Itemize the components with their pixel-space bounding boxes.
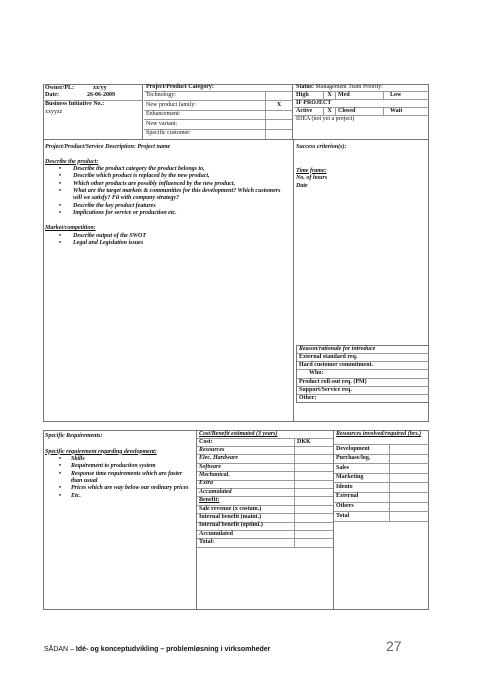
- resource-row: [334, 493, 429, 503]
- cost-row-value: [295, 539, 333, 546]
- cost-row-value: [295, 489, 333, 496]
- business-initiative-value: xxyyzz: [45, 109, 63, 115]
- category-row: [144, 120, 292, 129]
- resource-row-label: Idento: [334, 483, 390, 492]
- reason-item: Other:: [299, 394, 317, 401]
- resource-row-value: [390, 474, 429, 483]
- priority-row: [294, 92, 429, 100]
- category-mark: [266, 92, 292, 100]
- resource-row-value: [390, 503, 429, 512]
- bullet-icon: •: [59, 166, 62, 173]
- cost-row-value: [295, 481, 333, 488]
- resource-row: [334, 512, 429, 522]
- bullet-icon: •: [59, 180, 62, 187]
- bullet-item: [45, 210, 290, 217]
- bullet-icon: •: [59, 485, 62, 492]
- bullet-icon: •: [59, 232, 62, 239]
- owner-label: Owner/PL:: [45, 85, 74, 91]
- resource-row: [334, 455, 429, 465]
- bullet-text: Etc.: [71, 492, 81, 499]
- bullet-icon: •: [59, 188, 62, 195]
- bullet-item: [45, 463, 193, 470]
- cost-row-value: [295, 464, 333, 471]
- cost-row-value: [295, 506, 333, 513]
- cost-row: [197, 497, 333, 505]
- bullet-text: Legal and Legislation issues: [73, 240, 144, 247]
- bullet-icon: •: [59, 456, 62, 463]
- success-content: [296, 144, 426, 190]
- cost-row-label: Mechanical.: [197, 472, 295, 479]
- market-heading: Market/competition:: [45, 225, 96, 232]
- description-divider: [293, 140, 294, 422]
- bullet-icon: •: [59, 240, 62, 247]
- bullet-text: Prices which are way below our ordinary prices: [71, 485, 189, 492]
- category-label: New product family:: [144, 101, 266, 109]
- bullet-item: [45, 485, 193, 492]
- bullet-text: Requirement to production system: [71, 463, 156, 470]
- cost-row-label: Benefit:: [197, 497, 295, 504]
- cost-row-label: Internal benefit (optimi.): [197, 523, 295, 530]
- resource-row-label: Total: [334, 512, 390, 521]
- bullet-text: Describe the key product features: [73, 202, 156, 209]
- owner-value: xx/yy: [93, 85, 107, 91]
- description-title: Project/Product/Service Description: Project name: [45, 144, 171, 150]
- category-mark: X: [276, 101, 282, 108]
- time-frame-label: Time frame:: [296, 167, 327, 174]
- bullet-text: What are the target markets & communities for this development? Which customers will we satisfy? Fit with company strategy?: [73, 188, 281, 202]
- resource-row-label: Marketing: [334, 474, 390, 483]
- resource-row: [334, 483, 429, 493]
- description-content: [45, 144, 290, 247]
- bullet-text: Which other products are possibly influenced by the new product,: [73, 180, 236, 187]
- category-mark: [266, 120, 292, 128]
- bullet-icon: •: [59, 492, 62, 499]
- cost-row: [197, 481, 333, 489]
- requirements-title: Specific Requirements:: [45, 433, 103, 439]
- bullet-item: [45, 166, 290, 173]
- cost-row-label: Internal benefit (maint.): [197, 514, 295, 521]
- cost-row-value: [295, 447, 333, 454]
- if-project: IF PROJECT: [294, 100, 429, 108]
- category-label: New variant:: [144, 120, 266, 128]
- resource-row-value: [390, 464, 429, 473]
- cost-header-row: [197, 439, 333, 447]
- cost-row: [197, 464, 333, 472]
- bullet-icon: •: [59, 470, 62, 477]
- idea-label: IDEA (not yet a project): [296, 116, 355, 122]
- category-row: [144, 130, 292, 139]
- cost-row-value: [295, 531, 333, 538]
- cost-row-label: Elec. Hardware: [197, 455, 295, 462]
- bullet-icon: •: [59, 209, 62, 216]
- category-block: [144, 84, 293, 140]
- success-title: Success criterion(s):: [296, 144, 347, 150]
- cost-row: [197, 506, 333, 514]
- cost-row: [197, 472, 333, 480]
- category-label: Enhancement:: [144, 111, 266, 119]
- category-title: Project/Product Category:: [144, 84, 292, 92]
- bullet-item: [45, 181, 290, 188]
- cost-row: [197, 455, 333, 463]
- cost-row-value: [295, 497, 333, 504]
- cost-row-label: Extra: [197, 481, 295, 488]
- bullet-text: Describe output of the SWOT: [73, 232, 147, 239]
- reason-item: Hard customer commitment.: [297, 362, 429, 370]
- cost-table: [197, 431, 333, 548]
- cost-row: [197, 539, 333, 547]
- bullet-item: [45, 233, 290, 240]
- cost-title: Cost/Benefit estimated (3 years): [197, 431, 333, 439]
- bullet-item: [45, 240, 290, 247]
- cost-row-value: [295, 455, 333, 462]
- reason-item: Support/Service req.: [297, 387, 429, 395]
- resource-row-label: External: [334, 493, 390, 502]
- cost-row-value: [295, 472, 333, 479]
- priority-high: High: [294, 92, 324, 99]
- footer-dash: –: [68, 646, 76, 653]
- category-label: Specific customer:: [144, 130, 266, 139]
- owner-block: [43, 84, 143, 140]
- dev-requirements-heading: Specific requirement regarding development:: [45, 448, 157, 455]
- footer-text: Idé- og konceptudvikling – problemløsning i virksomheder: [75, 646, 271, 653]
- cost-row-label: Software: [197, 464, 295, 471]
- cost-label: Cost:: [197, 439, 295, 446]
- active-label: Active: [294, 108, 324, 115]
- cost-row-label: Accumulated: [197, 489, 295, 496]
- currency-label: DKK: [297, 438, 311, 445]
- page-footer: [44, 646, 270, 653]
- reason-item: Who:: [297, 370, 429, 378]
- bullet-icon: •: [59, 173, 62, 180]
- product-heading: Describe the product:: [45, 158, 99, 165]
- priority-mark: X: [324, 92, 336, 99]
- bullet-item: [45, 203, 290, 210]
- active-mark: X: [324, 108, 336, 115]
- bullet-item: [45, 471, 193, 486]
- category-mark: [266, 111, 292, 119]
- category-list: [144, 92, 292, 139]
- page-number: 27: [386, 638, 402, 654]
- resources-title: Resources involved/required (hrs.): [334, 431, 429, 445]
- requirements-bullet-list: [45, 456, 193, 500]
- product-bullet-list: [45, 166, 290, 217]
- date-value: 26-06-2009: [87, 92, 115, 98]
- reason-item: External standard req.: [297, 354, 429, 362]
- reasons-table: [296, 345, 429, 403]
- resource-row-value: [390, 445, 429, 454]
- reasons-title: Reason/rationale for introduce: [297, 346, 429, 354]
- resource-row-label: Purchase/log.: [334, 455, 390, 464]
- bullet-item: [45, 493, 193, 500]
- footer-brand: SÅDAN: [44, 646, 69, 653]
- closed-label: Closed: [336, 108, 384, 115]
- business-initiative-label: Business Initiative No.:: [45, 101, 105, 107]
- resource-row: [334, 464, 429, 474]
- bullet-item: [45, 173, 290, 180]
- resource-row-label: Development: [334, 445, 390, 454]
- cost-row: [197, 447, 333, 455]
- cost-row-label: Sale revenue (x costum.): [197, 506, 295, 513]
- cost-row-value: [295, 514, 333, 521]
- hours-label: No. of hours: [296, 175, 328, 182]
- resources-table: [334, 431, 429, 522]
- status-text: Management Team Priority:: [315, 84, 383, 90]
- resource-row-value: [390, 512, 429, 521]
- resource-row: [334, 503, 429, 513]
- bullet-icon: •: [59, 463, 62, 470]
- resource-row: [334, 445, 429, 455]
- status-label: Status:: [296, 84, 315, 90]
- resource-row-value: [390, 455, 429, 464]
- priority-med: Med: [336, 92, 384, 99]
- bullet-text: Skills: [71, 456, 85, 463]
- cost-row-label: Total:: [197, 539, 295, 546]
- category-row: [144, 92, 292, 101]
- market-bullet-list: [45, 233, 290, 248]
- success-date-label: Date: [296, 182, 308, 189]
- date-label: Date:: [45, 92, 59, 98]
- cost-row-label: Resources: [197, 447, 295, 454]
- resource-row-label: Sales: [334, 464, 390, 473]
- requirements-content: [45, 433, 193, 500]
- active-row: [294, 108, 429, 116]
- cost-row-label: Accumulated: [197, 531, 295, 538]
- category-label: Technology:: [144, 92, 266, 100]
- resource-row-value: [390, 493, 429, 502]
- bullet-item: [45, 188, 290, 203]
- bullet-text: Describe the product category the product belongs to,: [73, 166, 205, 173]
- bullet-item: [45, 456, 193, 463]
- category-row: [144, 111, 292, 120]
- resource-row-label: Others: [334, 503, 390, 512]
- status-block: [294, 84, 429, 140]
- wait-label: Wait: [390, 107, 403, 114]
- cost-row: [197, 523, 333, 531]
- bullet-text: Implications for service or production etc.: [73, 209, 177, 216]
- category-row: [144, 101, 292, 110]
- cost-row: [197, 489, 333, 497]
- category-mark: [266, 130, 292, 139]
- cost-row-value: [295, 523, 333, 530]
- cost-row: [197, 531, 333, 539]
- bullet-text: Describe which product is replaced by the new product,: [73, 173, 210, 180]
- resource-row: [334, 474, 429, 484]
- reason-item: Product roll-out req. (PM): [297, 379, 429, 387]
- resource-row-value: [390, 483, 429, 492]
- bullet-icon: •: [59, 202, 62, 209]
- bullet-text: Response time requirements which are faster than usual: [71, 470, 183, 485]
- priority-low: Low: [390, 91, 402, 98]
